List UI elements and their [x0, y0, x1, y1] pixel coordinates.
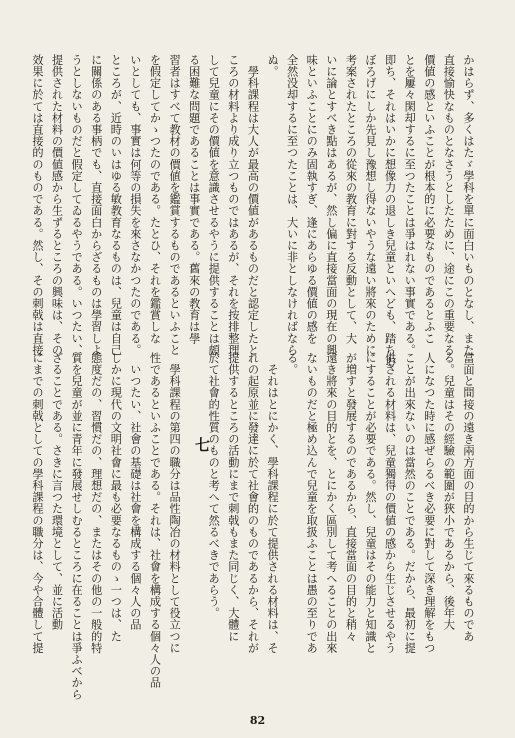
lower-text-block: 當面と間接の遠き兩方面の目的から生じて來るものであ る。兒童はその經驗の範圍が狹小であるから、後年大 人になつた時に感ぜらるべき必要に對して深き理解をもつ ことが出來ないのは當然のことである。だから、最初に提 供される材料は、兒童獨得の價値の感から生じさせるやう にすることが必要である。然し、兒童はその能力と知識と が増すと發展するのであるから、直接當面の目的と稍々 遠き將來の目的とを、とにかく區別して考へることの出來 ないものだと極め込んで兒童を取扱ふことは愚の至りであ る。 それはとにかく、學科課程に於て提供される材料は、そ れの起原並に發達に於て社會的のものであるから、それが 提供するところの活動にまで刺戟もまた同じく、大體に 於て社會的性質のものと考へて然るべきであらう。 學科課程の第四の職分は品性陶冶の材料として役立つに 性であるといふことである。それは、社會を構成する個々人の品 いつたい、社會の基礎は社會を構成する個々人の品 しかに現代の文明社會に最も必要なるものゝ一つは、た 態度だの、習慣だの、理想だの、またはその他の一般的特 質を兒童が並に青年に發展せしむるところに在ることは爭ふべから ざることである。さきに言つた環境として、並に活動 にまでの刺戟としての學科課程の職分は、今や合體して提	[30, 352, 475, 700]
section-heading: 七	[193, 437, 211, 452]
upper-text-block: かはらず、多くはたゞ學科を單に面白いものとなし、また 直接愉快なものとなさうとしたために、途にこの重要なる 價値の感といふことが根本的に必要なものであるとふこ とを屢々閑却するに至つたことは爭はれない事實である。 即ち、それはいかに想像力の退しき兒童といへども、踏ちお ぼろげにしか先見し豫想し得ないやうな遠い將來のために 考案されたところの從來の教育に對する反動として、大 いに論とすべき點はあるが、然し偏に直接當面の現在の興 味といふことにのみ固執すぎ、逢にあらゆる價値の感を 全然没却するに至つたことは、大いに非としなければなら ぬ。 學科課程は大人が最高の價値があるものだと認定したと ころの材料より成り立つものではあるが、それを按排整理 して兒童にその價値を意識させるやうに提供することは頗 る困難な問題であることは事實である。舊來の教育は學 習者はすべて教材の價値を鑑賞するものであるといふこと を假定してかゝつたのである。たとひ、それを鑑賞しな いとしても、事實は何等の損失を來さなかつたのである。 ところが、近時のいはゆる敏教育なるものは、兒童は自己 に關係のある事柄でも、直接面白からざるものは學習しよ うとしないものだと假定してゐるやうである。いつたい、 提供された材料の價値感から生ずるところの興味は、その 效果に於ては直接的のものである。然し、その刺戟は直接	[30, 54, 475, 368]
page-number: 82	[249, 714, 266, 727]
